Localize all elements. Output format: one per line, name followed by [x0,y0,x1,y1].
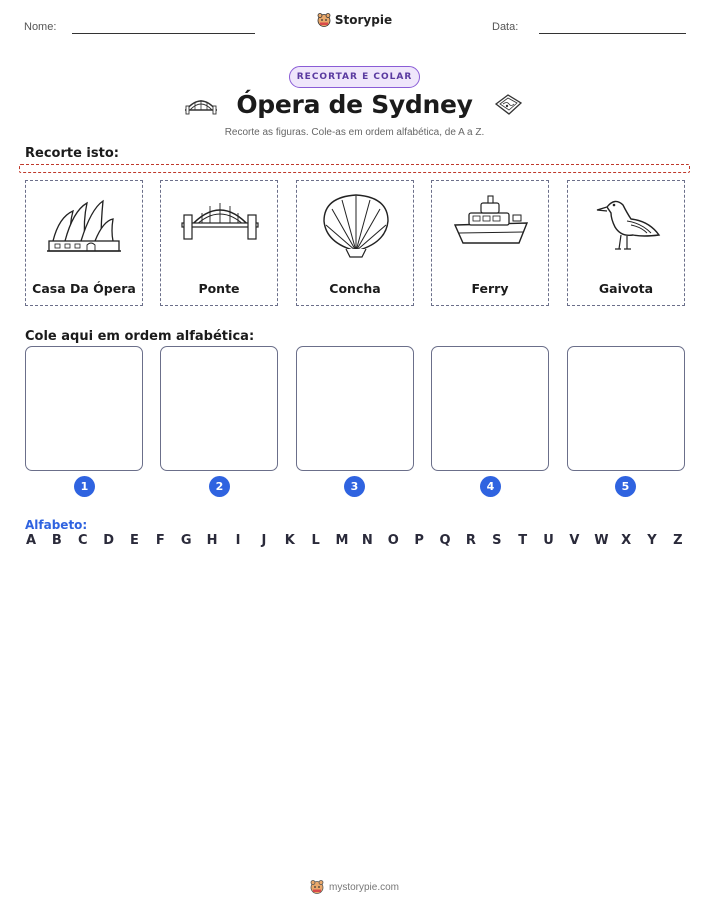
alphabet-letter: Q [439,533,451,548]
slot-number: 4 [480,476,501,497]
footer-url[interactable]: mystorypie.com [328,881,399,893]
cut-card-opera-house[interactable] [25,180,143,306]
activity-badge: RECORTAR E COLAR [289,66,420,88]
slot-number: 2 [209,476,230,497]
cut-card-bridge[interactable] [160,180,278,306]
alphabet-letter: T [518,533,528,548]
alphabet-letter: V [569,533,580,548]
cut-card-ferry[interactable] [431,180,549,306]
footer [0,880,709,894]
slot-number: 1 [74,476,95,497]
alphabet-letter: S [492,533,502,548]
opera-house-icon [45,189,125,261]
storypie-logo-icon [317,13,331,27]
alphabet-letter: B [51,533,62,548]
card-label: Ferry [471,281,509,296]
alphabet-letter: A [25,533,37,548]
alphabet-letter: P [414,533,424,548]
cut-line [19,164,690,173]
alphabet-letter: L [311,533,320,548]
alphabet-letter: E [130,533,139,548]
harbour-bridge-icon [184,92,218,118]
alphabet-letter: X [621,533,632,548]
page-title: Ópera de Sydney [236,90,473,119]
card-label: Gaivota [598,281,654,296]
date-label: Data: [492,21,519,33]
name-label: Nome: [24,21,57,33]
alphabet-letter: Y [647,533,657,548]
alphabet-letter: F [155,533,165,548]
alphabet-letter: G [180,533,192,548]
alphabet-letter: N [361,533,373,548]
alphabet-row [25,533,684,548]
paste-section-label: Cole aqui em ordem alfabética: [25,329,255,344]
paste-box-5[interactable] [567,346,685,471]
paste-box-1[interactable] [25,346,143,471]
title-row [0,90,709,119]
cut-card-seagull[interactable] [567,180,685,306]
instructions: Recorte as figuras. Cole-as em ordem alfabética, de A a Z. [224,127,485,138]
seagull-icon [587,189,667,261]
brand-name: Storypie [334,13,393,27]
storypie-logo-icon [310,880,324,894]
cut-section-label: Recorte isto: [25,146,119,161]
card-label: Concha [329,281,381,296]
alphabet-letter: I [235,533,241,548]
brand [0,13,709,27]
alphabet-letter: W [594,533,609,548]
alphabet-letter: D [103,533,115,548]
paste-box-4[interactable] [431,346,549,471]
alphabet-letter: J [261,533,267,548]
alphabet-label: Alfabeto: [25,518,88,532]
bridge-icon [180,189,260,261]
alphabet-letter: C [77,533,88,548]
map-icon [491,92,525,118]
paste-box-3[interactable] [296,346,414,471]
alphabet-letter: R [465,533,476,548]
alphabet-letter: M [335,533,349,548]
slot-number: 3 [344,476,365,497]
ferry-icon [451,189,531,261]
alphabet-letter: U [543,533,554,548]
paste-box-2[interactable] [160,346,278,471]
shell-icon [316,189,396,261]
alphabet-letter: Z [673,533,683,548]
cut-card-shell[interactable] [296,180,414,306]
slot-number: 5 [615,476,636,497]
name-line[interactable] [72,33,255,34]
alphabet-letter: O [387,533,399,548]
alphabet-letter: K [284,533,295,548]
card-label: Ponte [198,281,240,296]
date-line[interactable] [539,33,686,34]
card-label: Casa Da Ópera [32,281,136,296]
alphabet-letter: H [206,533,218,548]
